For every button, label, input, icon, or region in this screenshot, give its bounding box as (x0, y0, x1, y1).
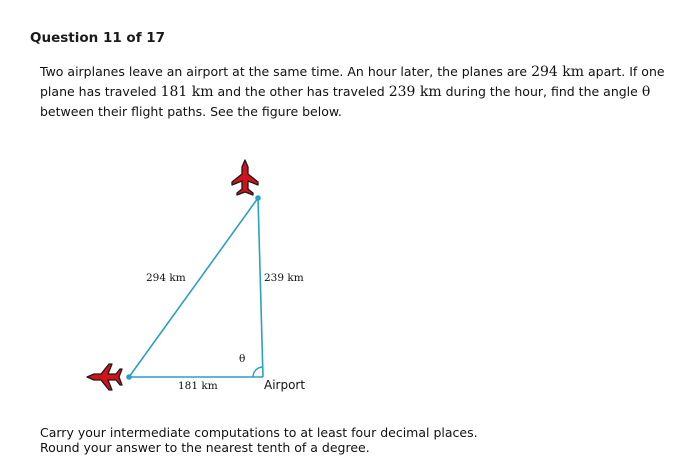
angle-symbol: θ (641, 84, 651, 100)
distance-plane-one: 181 km (160, 84, 214, 100)
side-vertical (258, 198, 263, 377)
label-hypotenuse: 294 km (146, 272, 186, 284)
angle-arc (253, 367, 263, 377)
label-airport: Airport (264, 378, 306, 392)
airplane-icon-north (232, 160, 258, 195)
footer-line-1: Carry your intermediate computations to at least four decimal places. (40, 425, 478, 440)
distance-apart: 294 km (531, 64, 585, 80)
question-header: Question 11 of 17 (30, 30, 166, 46)
label-horizontal: 181 km (178, 380, 218, 392)
question-text-part-1: Two airplanes leave an airport at the same time. An hour later, the planes are (40, 64, 532, 79)
distance-plane-two: 239 km (388, 84, 442, 100)
label-vertical: 239 km (264, 272, 304, 284)
label-angle: θ (239, 353, 246, 365)
question-text-part-3: and the other has traveled (213, 84, 389, 99)
vertex-west-plane (126, 374, 132, 380)
question-text-part-2: apart. If one plane has traveled (40, 64, 665, 99)
side-hypotenuse (129, 198, 258, 377)
vertex-north-plane (255, 195, 261, 201)
question-text-part-4: during the hour, find the angle (441, 84, 642, 99)
airplane-icon-west (87, 364, 122, 390)
question-footer (40, 425, 478, 455)
footer-line-2: Round your answer to the nearest tenth of a degree. (40, 440, 370, 455)
question-text-part-5: between their flight paths. See the figure below. (40, 104, 342, 119)
